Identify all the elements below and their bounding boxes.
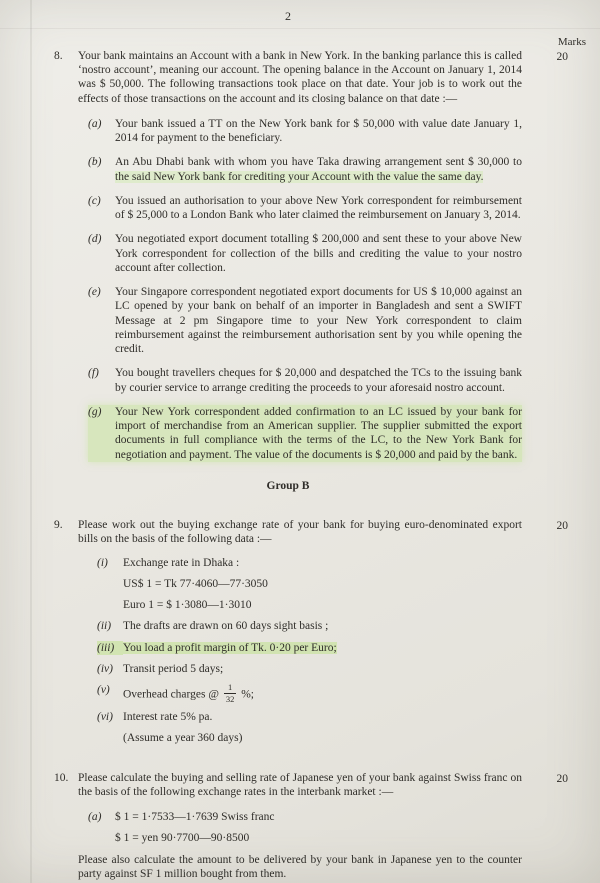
question-10-items	[88, 810, 522, 846]
item-text: You bought travellers cheques for $ 20,000 and despatched the TCs to the issuing bank by courier service to arrange crediting the proceeds to your aforesaid nostro account.	[115, 367, 522, 394]
question-8-head	[54, 49, 522, 106]
item-label: (vi)	[97, 711, 113, 724]
assumption-note: (Assume a year 360 days)	[123, 732, 243, 745]
question-8-intro: Your bank maintains an Account with a bank in New York. In the banking parlance this is called ‘nostro account’, meaning our account. The opening balance in the Account on January 1, 2014 was $ 50,000. The following transactions took place on that date. Your job is to work out the effects of those transactions on the account and its closing balance on that date :—	[78, 49, 522, 105]
question-8-items	[88, 117, 522, 462]
question-9-head	[54, 518, 522, 547]
question-9-item-iii	[97, 641, 522, 655]
item-text-plain: Overhead charges @	[123, 688, 222, 701]
item-label: (a)	[88, 811, 102, 824]
item-label: (b)	[88, 156, 102, 169]
item-label: (g)	[88, 405, 102, 418]
item-label: (iv)	[97, 662, 113, 675]
question-8-item-d	[88, 232, 522, 275]
item-text-highlighted: the said New York bank for crediting your Account with the value the same day.	[115, 170, 484, 183]
marks-column-label: Marks	[557, 36, 586, 48]
item-label: (v)	[97, 684, 110, 697]
question-10-item-a2	[88, 831, 522, 845]
item-text-highlighted: You load a profit margin of Tk. 0·20 per Euro;	[123, 641, 337, 654]
exchange-rate-euro: Euro 1 = $ 1·3080—1·3010	[123, 599, 252, 612]
question-9-item-vi	[97, 710, 522, 724]
question-10-head	[54, 771, 522, 800]
item-text: Your bank issued a TT on the New York bank for $ 50,000 with value date January 1, 2014 for payment to the beneficiary.	[115, 117, 522, 145]
question-8-item-g	[88, 405, 522, 462]
question-9-items	[97, 556, 522, 746]
item-label: (i)	[97, 556, 108, 569]
item-text: $ 1 = yen 90·7700—90·8500	[115, 832, 250, 845]
item-text: Interest rate 5% pa.	[123, 711, 213, 724]
item-text: $ 1 = 1·7533—1·7639 Swiss franc	[115, 811, 275, 824]
fraction-numerator: 1	[224, 683, 237, 694]
page-number: 2	[285, 9, 291, 23]
fraction-denominator: 32	[225, 693, 235, 704]
item-text: The drafts are drawn on 60 days sight basis ;	[123, 620, 329, 633]
question-9-intro: Please work out the buying exchange rate of your bank for buying euro-denominated export bills on the basis of the following data :—	[78, 519, 522, 546]
question-8-marks: 20	[556, 50, 568, 63]
item-label: (iii)	[97, 641, 123, 655]
question-8-item-c	[88, 194, 522, 223]
item-label: (d)	[88, 233, 102, 246]
question-8-number: 8.	[54, 49, 63, 62]
question-9-item-v	[97, 683, 522, 703]
question-8-item-e	[88, 285, 522, 356]
item-text-plain: %;	[238, 688, 254, 701]
item-text: You issued an authorisation to your above New York correspondent for reimbursement of $ 25,000 to a London Bank who later claimed the reimbursement on January 3, 2014.	[115, 194, 522, 222]
item-label: (e)	[88, 286, 101, 299]
item-text: Transit period 5 days;	[123, 662, 224, 675]
question-8-item-b	[88, 155, 522, 184]
group-b-heading: Group B	[266, 479, 310, 492]
question-9	[54, 518, 568, 746]
item-text: Your New York correspondent added confirmation to an LC issued by your bank for import of merchandise from an American supplier. The supplier submitted the export documents in full compliance with the terms of the LC, to the New York Bank for negotiation and payment. The value of the documents is $ 20,000 and paid by the bank.	[115, 405, 522, 461]
item-text	[123, 641, 522, 655]
question-10-outro: Please also calculate the amount to be delivered by your bank in Japanese yen to the counter party against SF 1 million bought from them.	[78, 853, 522, 880]
item-text	[123, 683, 522, 703]
question-9-item-ii	[97, 619, 522, 633]
item-label: (a)	[88, 117, 102, 130]
item-label: (ii)	[97, 620, 112, 633]
question-9-number: 9.	[54, 519, 63, 532]
item-text: Exchange rate in Dhaka :	[123, 556, 240, 569]
item-label	[88, 831, 115, 845]
fraction	[224, 683, 237, 703]
question-9-item-iv	[97, 662, 522, 676]
question-10-item-a	[88, 810, 522, 824]
item-text-plain: An Abu Dhabi bank with whom you have Taka drawing arrangement sent $ 30,000 to	[115, 156, 522, 169]
item-label: (c)	[88, 194, 101, 207]
question-8	[54, 49, 568, 462]
question-10-marks: 20	[556, 772, 568, 785]
question-8-item-f	[88, 366, 522, 395]
question-8-item-a	[88, 117, 522, 146]
item-text	[115, 155, 522, 184]
question-9-marks: 20	[556, 520, 568, 533]
question-10	[54, 771, 568, 882]
question-9-item-i	[97, 556, 522, 570]
item-text: You negotiated export document totalling $ 200,000 and sent these to your above New York correspondent for collection of the bills and crediting the value to your nostro account after collection.	[115, 233, 522, 274]
exchange-rate-usd: US$ 1 = Tk 77·4060—77·3050	[123, 577, 268, 590]
question-10-intro: Please calculate the buying and selling rate of Japanese yen of your bank against Swiss franc on the basis of the following exchange rates in the interbank market :—	[78, 771, 522, 798]
item-label: (f)	[88, 367, 99, 380]
question-10-number: 10.	[54, 771, 69, 784]
item-text: Your Singapore correspondent negotiated export documents for US $ 10,000 against an LC opened by your bank on behalf of an importer in Bangladesh and sent a SWIFT Message at 2 pm Singapore time to your New York correspondent to claim reimbursement against the reimbursement authorisation sent by you while opening the credit.	[115, 286, 522, 356]
